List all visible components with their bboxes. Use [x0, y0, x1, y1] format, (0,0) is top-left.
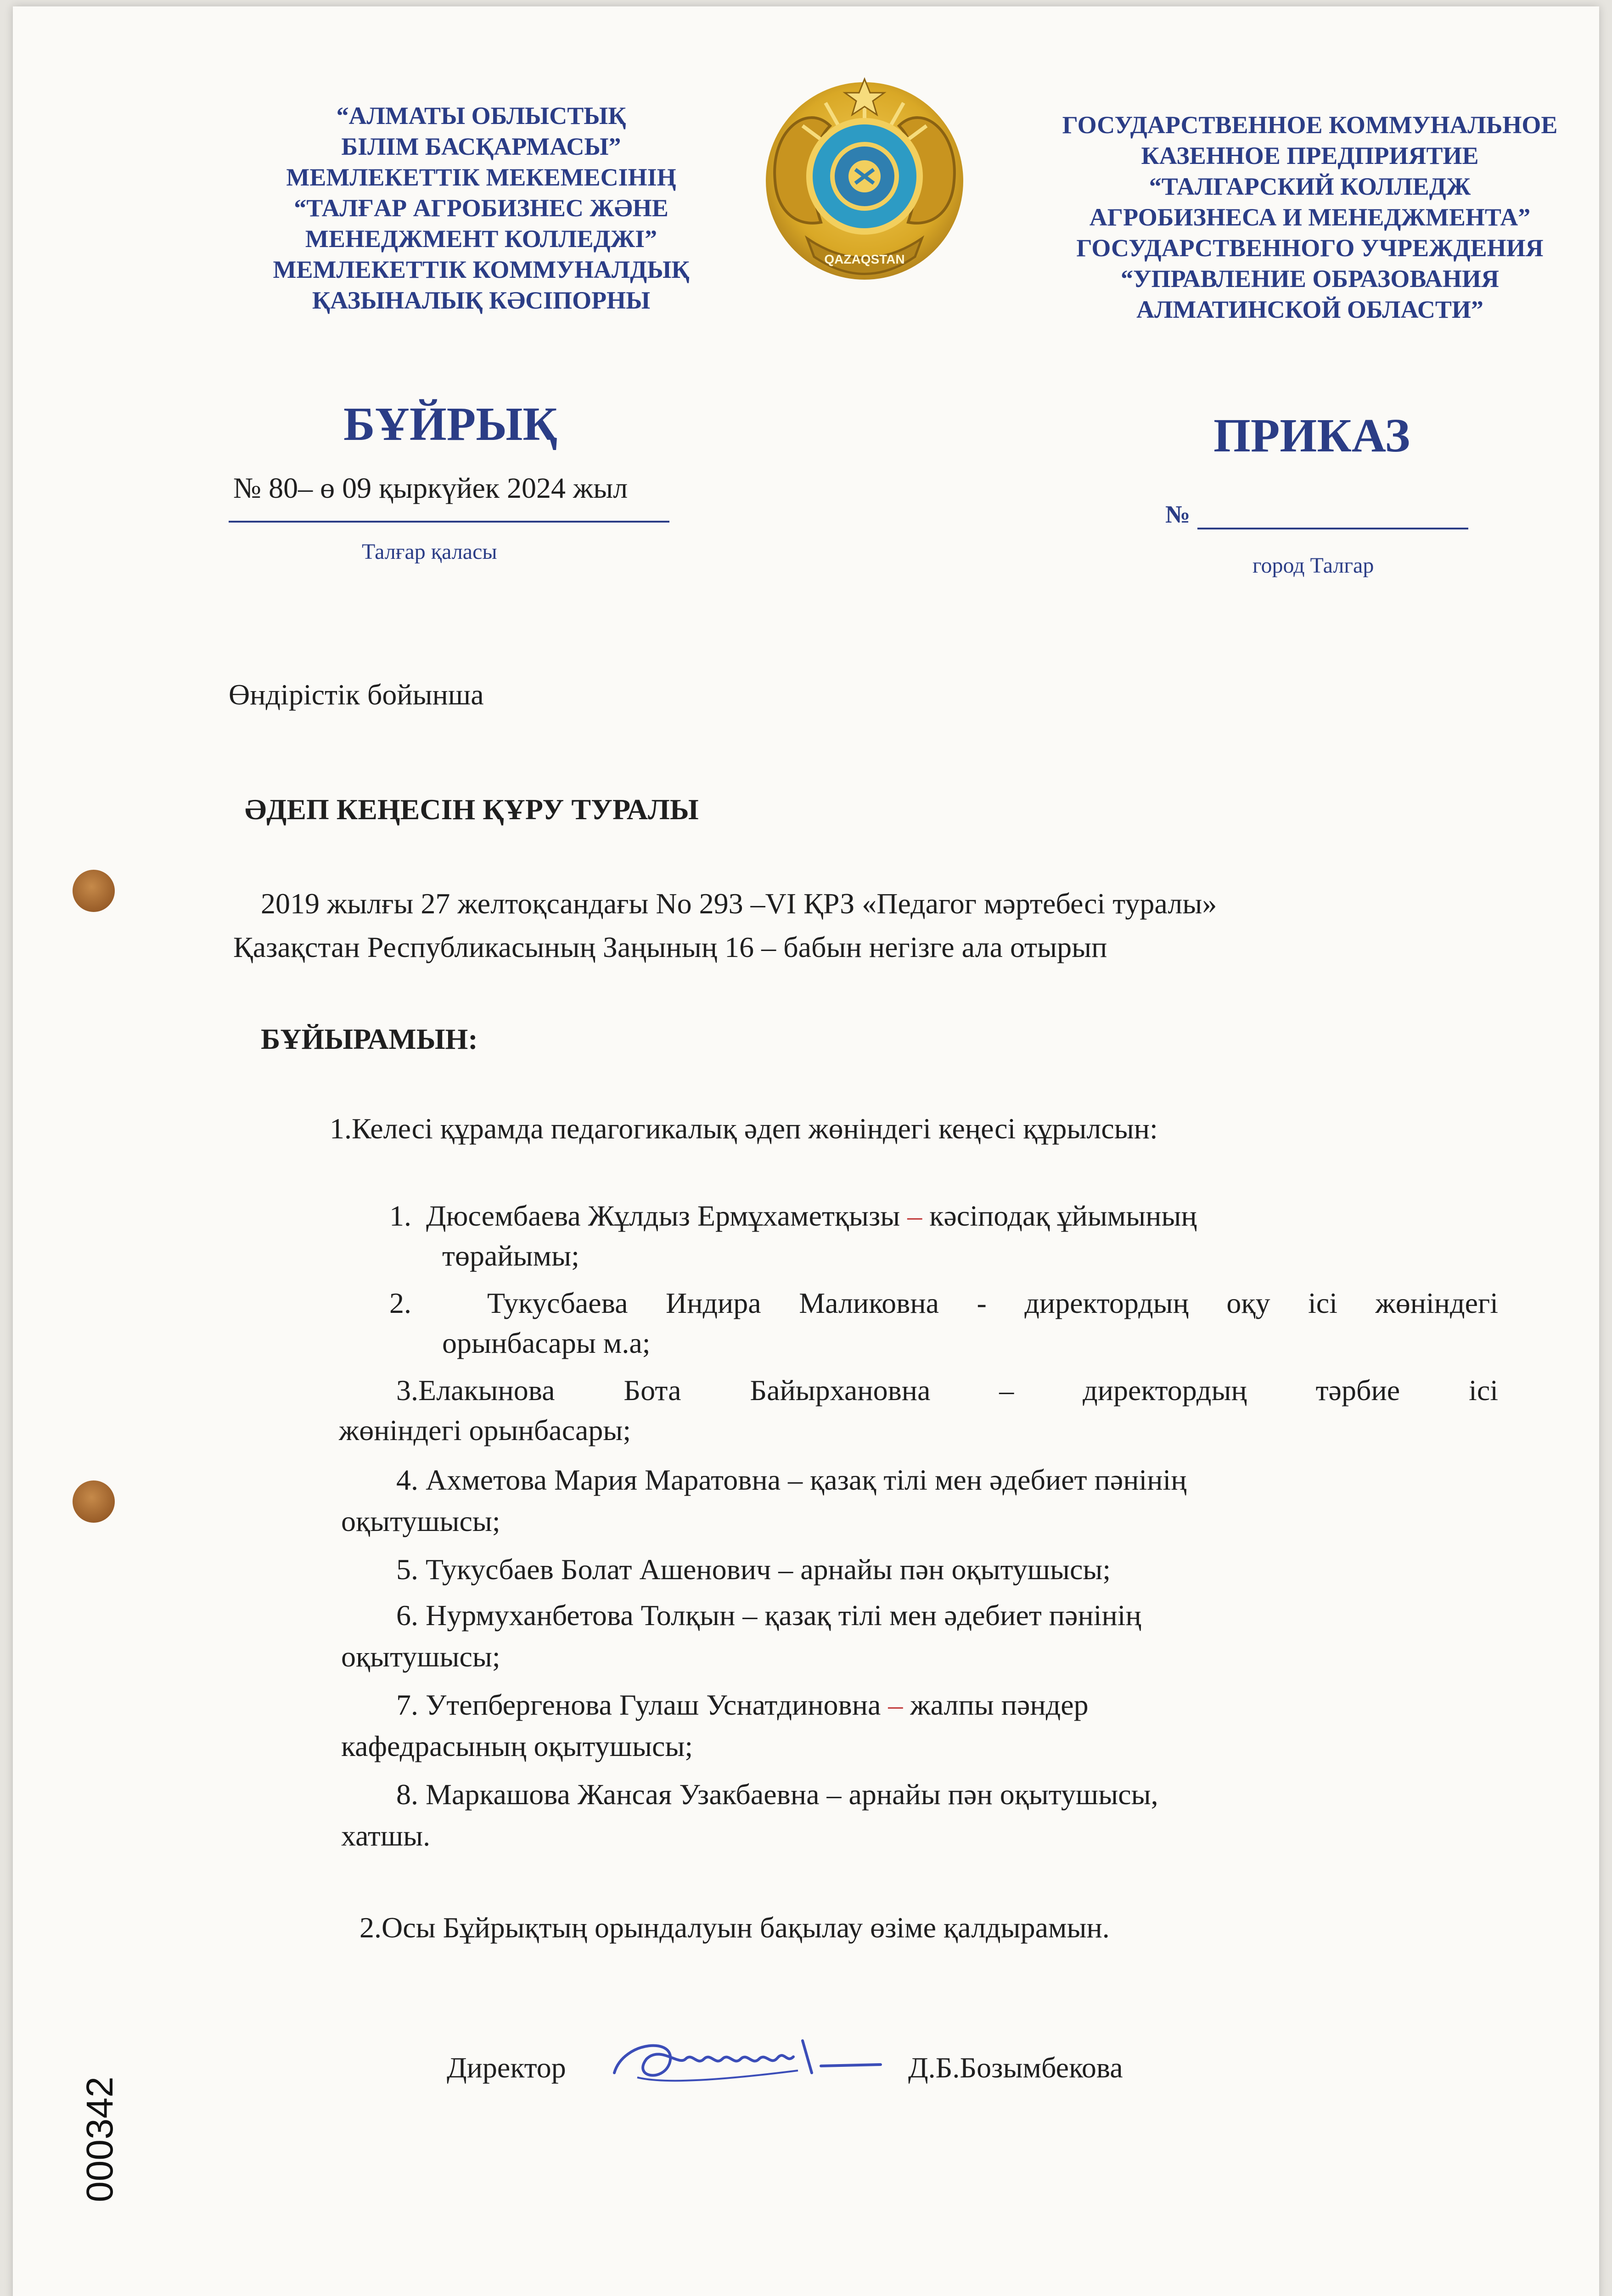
vertical-serial-number: 000342: [79, 2077, 121, 2202]
order-title-kazakh: БҰЙРЫҚ: [343, 398, 557, 450]
member-2-number: 2.: [389, 1287, 411, 1319]
order-word: БҰЙЫРАМЫН:: [261, 1023, 478, 1055]
emblem-banner-text: QAZAQSTAN: [824, 252, 905, 266]
order-number-russian-label: №: [1165, 501, 1191, 528]
member-8: 8. Маркашова Жансая Узакбаевна – арнайы пән оқытушысы,: [396, 1778, 1158, 1811]
category-line: Өндірістік бойынша: [229, 678, 484, 711]
member-4: 4. Ахметова Мария Маратовна – қазақ тілі мен әдебиет пәнінің: [396, 1463, 1187, 1496]
city-kazakh: Талғар қаласы: [362, 540, 497, 564]
member-7-continuation: кафедрасының оқытушысы;: [341, 1730, 693, 1762]
point-2: 2.Осы Бұйрықтың орындалуын бақылау өзіме қалдырамын.: [359, 1911, 1110, 1944]
point-1: 1.Келесі құрамда педагогикалық әдеп жөніндегі кеңесі құрылсын:: [330, 1112, 1158, 1145]
member-5: 5. Тукусбаев Болат Ашенович – арнайы пән оқытушысы;: [396, 1553, 1111, 1586]
director-label: Директор: [447, 2051, 566, 2084]
punch-hole-bottom: [73, 1480, 115, 1523]
order-number-russian-blank: [1197, 528, 1468, 529]
member-2-continuation: орынбасары м.а;: [442, 1327, 651, 1359]
director-signature: [605, 2022, 890, 2100]
member-7-number: 7.: [396, 1688, 418, 1721]
member-6-continuation: оқытушысы;: [341, 1640, 500, 1673]
member-1-continuation: төрайымы;: [442, 1239, 579, 1272]
member-1-role: кәсіподақ ұйымының: [929, 1199, 1197, 1232]
member-7-name: Утепбергенова Гулаш Уснатдиновна: [426, 1688, 881, 1721]
member-1-number: 1.: [389, 1199, 411, 1232]
basis-line-1: 2019 жылғы 27 желтоқсандағы No 293 –VI ҚРЗ «Педагог мәртебесі туралы»: [261, 887, 1217, 920]
member-4-continuation: оқытушысы;: [341, 1505, 500, 1537]
punch-hole-top: [73, 870, 115, 912]
member-7-dash: –: [888, 1688, 903, 1721]
member-8-continuation: хатшы.: [341, 1819, 431, 1852]
state-emblem-icon: [757, 75, 972, 291]
member-6: 6. Нурмуханбетова Толқын – қазақ тілі мен әдебиет пәнінің: [396, 1599, 1141, 1632]
order-number-date: № 80– ө 09 қыркүйек 2024 жыл: [233, 472, 628, 504]
kazakh-organization-header: “АЛМАТЫ ОБЛЫСТЫҚ БІЛІМ БАСҚАРМАСЫ” МЕМЛЕКЕТТІК МЕКЕМЕСІНІҢ “ТАЛҒАР АГРОБИЗНЕС ЖӘНЕ МЕНЕДЖМЕНТ КОЛЛЕДЖІ” МЕМЛЕКЕТТІК КОММУНАЛДЫҚ ҚАЗЫНАЛЫҚ КӘСІПОРНЫ: [273, 102, 690, 314]
member-7-role: жалпы пәндер: [910, 1688, 1089, 1721]
member-2: [389, 1281, 1498, 1326]
order-subject: ӘДЕП КЕҢЕСІН ҚҰРУ ТУРАЛЫ: [245, 793, 699, 826]
member-2-text: Тукусбаева Индира Маликовна - директордың оқу ісі жөніндегі: [487, 1287, 1499, 1319]
member-3-continuation: жөніндегі орынбасары;: [339, 1414, 631, 1446]
basis-line-2: Қазақстан Республикасының Заңының 16 – бабын негізге ала отырып: [233, 931, 1107, 963]
member-1: [389, 1193, 1197, 1238]
member-3: 3.Елакынова Бота Байырхановна – директордың тәрбие ісі: [396, 1374, 1498, 1407]
order-number-underline: [229, 521, 669, 523]
member-7: [396, 1683, 1089, 1728]
member-1-dash: –: [907, 1199, 922, 1232]
city-russian: город Талгар: [1253, 553, 1374, 578]
russian-organization-header: ГОСУДАРСТВЕННОЕ КОММУНАЛЬНОЕ КАЗЕННОЕ ПРЕДПРИЯТИЕ “ТАЛГАРСКИЙ КОЛЛЕДЖ АГРОБИЗНЕСА И МЕНЕДЖМЕНТА” ГОСУДАРСТВЕННОГО УЧРЕЖДЕНИЯ “УПРАВЛЕНИЕ ОБРАЗОВАНИЯ АЛМАТИНСКОЙ ОБЛАСТИ”: [1062, 111, 1558, 323]
member-1-name: Дюсембаева Жұлдыз Ермұхаметқызы: [426, 1199, 900, 1232]
director-name: Д.Б.Бозымбекова: [908, 2051, 1123, 2084]
document-page: [13, 6, 1599, 2296]
order-title-russian: ПРИКАЗ: [1213, 409, 1410, 462]
